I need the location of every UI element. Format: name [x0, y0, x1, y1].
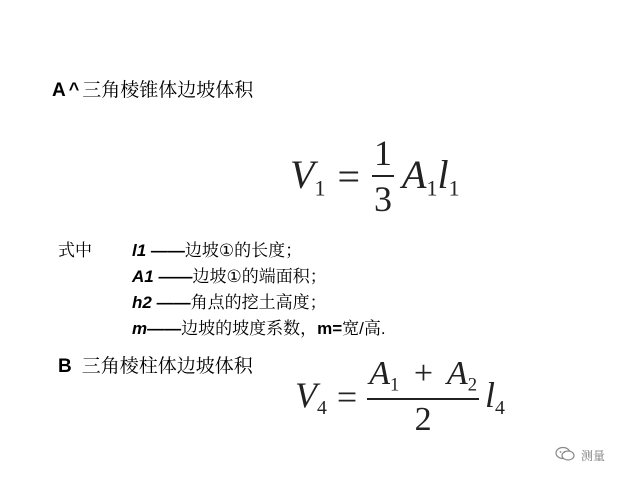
- section-a-title: 三角棱锥体边坡体积: [82, 80, 254, 101]
- definition-text: 边坡①的长度；: [184, 241, 303, 260]
- formula-b-denominator: 2: [414, 400, 432, 438]
- definition-dash: ——: [147, 319, 182, 338]
- formula-a: [290, 132, 460, 220]
- formula-b: [295, 355, 505, 439]
- definition-text: 角点的挖土高度；: [190, 293, 327, 312]
- formula-b-lhs: $V_4$: [295, 374, 327, 419]
- definition-tail: 宽/高.: [342, 319, 386, 338]
- definition-dash: ——: [156, 293, 191, 312]
- definition-symbol: m: [132, 319, 148, 338]
- section-a-heading: [52, 78, 253, 103]
- definition-symbol: A1: [132, 267, 154, 286]
- section-b-heading: [58, 355, 253, 379]
- definition-text: 边坡的坡度系数，: [181, 319, 318, 338]
- definition-row: [132, 238, 302, 263]
- formula-a-lhs: $V_1$: [290, 151, 326, 201]
- section-a-label: A: [52, 80, 66, 101]
- formula-b-term-l: $l_4$: [485, 374, 505, 419]
- definition-row: [132, 316, 386, 341]
- watermark: [555, 446, 605, 465]
- formula-a-numerator: 1: [374, 133, 392, 173]
- definition-dash: ——: [150, 241, 185, 260]
- definition-extra: m=: [317, 319, 343, 338]
- formula-b-numerator: $A_1 + A_2$: [369, 355, 478, 396]
- formula-a-term-l: $l_1$: [437, 151, 460, 201]
- caret-icon: ^: [68, 79, 80, 99]
- definition-row: [132, 264, 327, 289]
- section-b-label: B: [58, 356, 72, 377]
- fraction-bar: [367, 398, 479, 400]
- chat-bubble-icon: [555, 446, 575, 465]
- formula-b-fraction: [367, 355, 479, 439]
- formula-a-eq: =: [337, 153, 360, 199]
- definitions-intro: 式中: [58, 241, 92, 260]
- formula-a-term-a: $A_1$: [402, 151, 438, 201]
- watermark-text: 测量: [581, 449, 606, 463]
- definition-row: [132, 290, 327, 315]
- definition-symbol: h2: [132, 293, 152, 312]
- fraction-bar: [372, 175, 394, 177]
- definition-symbol: l1: [132, 241, 147, 260]
- formula-b-eq: =: [336, 376, 358, 417]
- formula-a-denominator: 3: [374, 179, 392, 219]
- formula-a-fraction: [372, 132, 394, 220]
- definition-text: 边坡①的端面积；: [192, 267, 327, 286]
- definition-dash: ——: [158, 267, 193, 286]
- section-b-title: 三角棱柱体边坡体积: [81, 356, 253, 377]
